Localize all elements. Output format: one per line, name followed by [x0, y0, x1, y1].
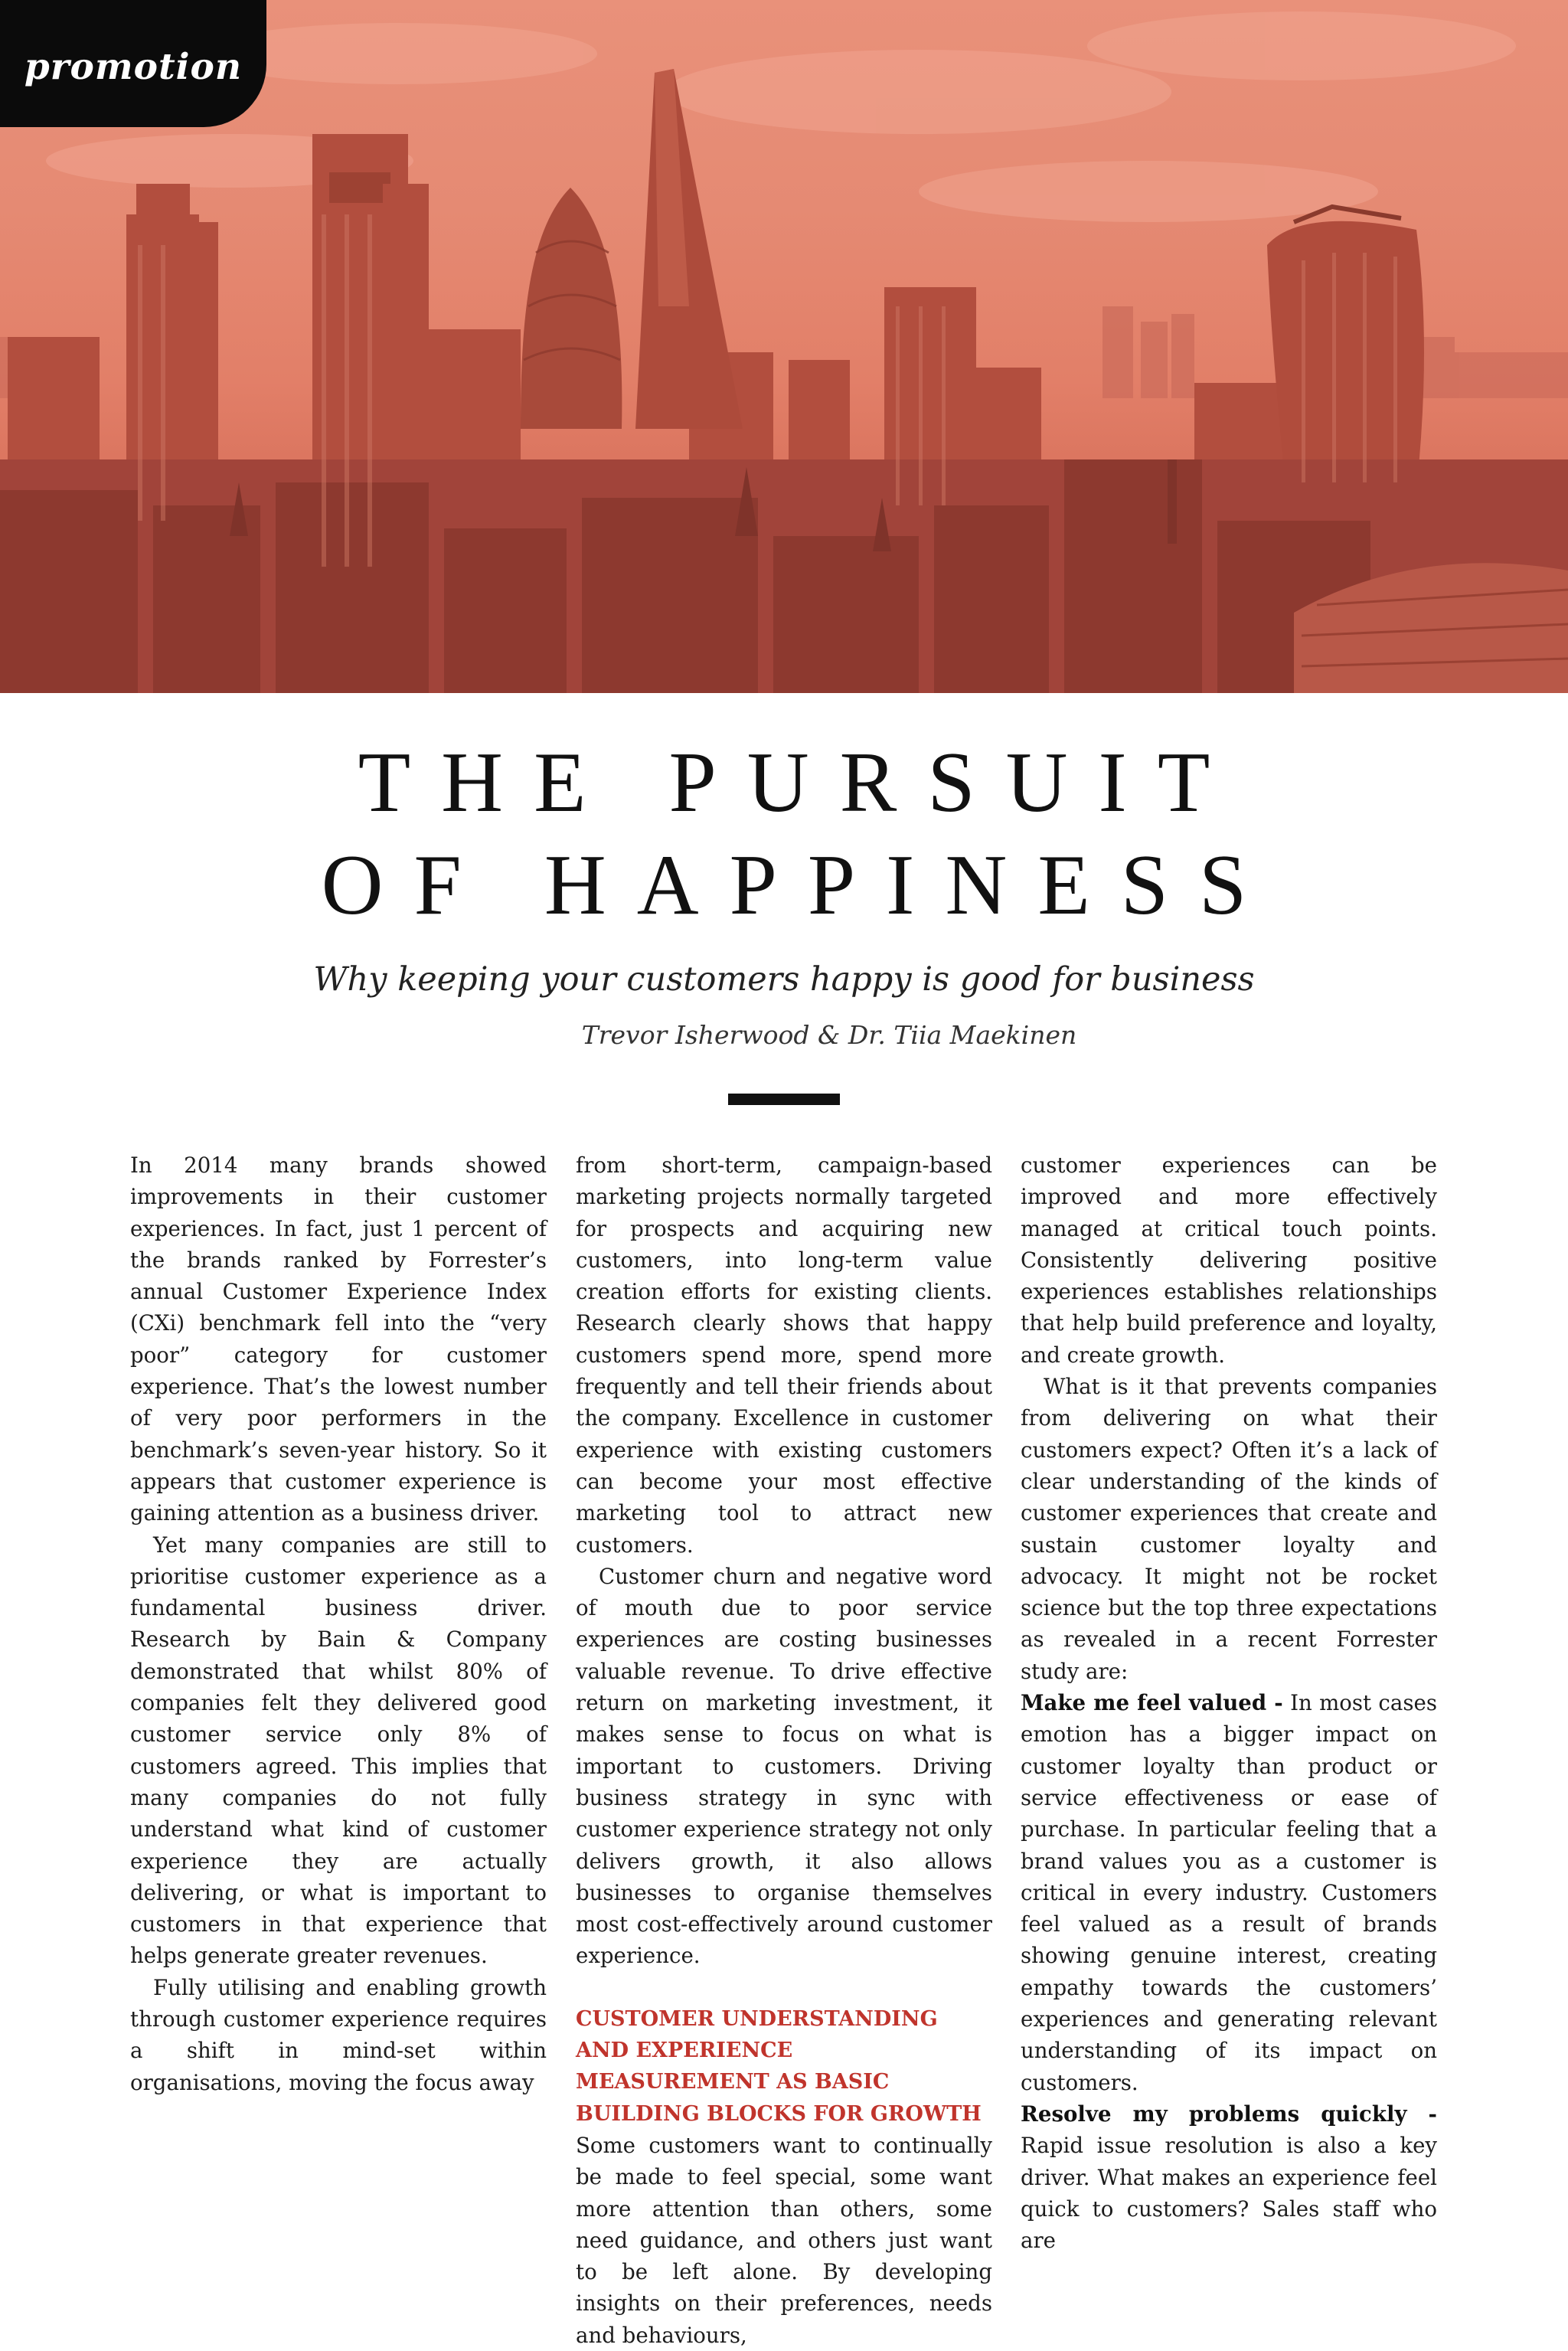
article-paragraph-spacer: from short-term, campaign-based marketing projects normally targeted for prospects and acquiring new customers, into long-term value creation efforts for existing clients. Research clearly shows that happy customers spend more, spend more frequently and tell their friends about the company. Excellence in customer experience with existing customers can become your most effective marketing tool to attract new customers.	[576, 1153, 992, 1558]
article-paragraph: Customer churn and negative word of mouth due to poor service experiences are costing businesses valuable revenue. To drive effective return on marketing investment, it makes sense to focus on what is important to customers. Driving business strategy in sync with customer experience strategy not only delivers growth, it also allows businesses to organise themselves most cost-effectively around customer experience.	[576, 1563, 992, 1969]
hero-skyline-image	[0, 0, 1568, 693]
expectation-text: Rapid issue resolution is also a key driver. What makes an experience feel quick to customers? Sales staff who are	[1021, 2133, 1437, 2254]
article-column-3	[1021, 1149, 1437, 2256]
article-paragraph-text: Fully utilising and enabling growth through customer experience requires a shift in mind-set within organisations, moving the focus away	[130, 1974, 547, 2095]
expectation-item-valued	[1021, 1687, 1437, 2098]
article-title	[0, 731, 1568, 937]
expectation-label: Resolve my problems quickly -	[1021, 2101, 1437, 2127]
article-title-line-1: THE PURSUIT	[358, 735, 1241, 830]
article-subtitle: Why keeping your customers happy is good for business	[313, 960, 1255, 999]
article-paragraph: What is it that prevents companies from delivering on what their customers expect? Often it’s a lack of clear understanding of the kinds of customer experiences that create and sustain customer loyalty and advocacy. It might not be rocket science but the top three expectations as revealed in a recent Forrester study are:	[1021, 1374, 1437, 1684]
article-column-2	[576, 1149, 992, 2351]
article-paragraph: Some customers want to continually be made to feel special, some want more attention than others, some need guidance, and others just want to be left alone. By developing insights on their preferences, needs and behaviours,	[576, 2132, 992, 2348]
article-column-1	[130, 1149, 547, 2098]
section-heading: CUSTOMER UNDERSTANDING AND EXPERIENCE MEASUREMENT AS BASIC BUILDING BLOCKS FOR GROWTH	[576, 2006, 982, 2126]
article-title-line-2: OF HAPPINESS	[321, 838, 1278, 933]
expectation-item-resolve	[1021, 2098, 1437, 2256]
expectation-label: Make me feel valued -	[1021, 1690, 1283, 1716]
article-byline: Trevor Isherwood & Dr. Tiia Maekinen	[581, 1020, 1077, 1050]
title-divider	[728, 1094, 840, 1105]
article-paragraph: customer experiences can be improved and more effectively managed at critical touch points. Consistently delivering positive experiences establishes relationships that help build preference and loyalty, and create growth.	[1021, 1153, 1437, 1368]
article-paragraph: Yet many companies are still to prioritise customer experience as a fundamental business driver. Research by Bain & Company demonstrated that whilst 80% of companies felt they delivered good customer service only 8% of customers agreed. This implies that many companies do not fully understand what kind of customer experience they are actually delivering, or what is important to customers in that experience that helps generate greater revenues.	[130, 1532, 547, 1969]
article-paragraph	[130, 1972, 547, 2098]
expectation-text: In most cases emotion has a bigger impact on customer loyalty than product or service effectiveness or ease of purchase. In particular feeling that a brand values you as a customer is critical in every industry. Customers feel valued as a result of brands showing genuine interest, creating empathy towards the customers’ experiences and generating relevant understanding of its impact on customers.	[1021, 1690, 1437, 2095]
section-tag-label: promotion	[24, 45, 243, 88]
section-tag	[0, 0, 266, 127]
article-paragraph: In 2014 many brands showed improvements in their customer experiences. In fact, just 1 percent of the brands ranked by Forrester’s annual Customer Experience Index (CXi) benchmark fell into the “very poor” category for customer experience. That’s the lowest number of very poor performers in the benchmark’s seven-year history. So it appears that customer experience is gaining attention as a business driver.	[130, 1153, 547, 1526]
